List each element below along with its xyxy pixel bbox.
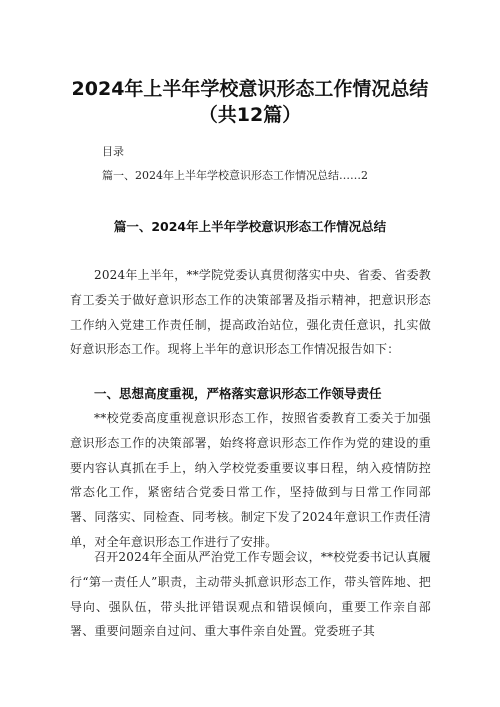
body-paragraph: 召开2024年全面从严治党工作专题会议，**校党委书记认真履行“第一责任人”职责，主动带头抓意识形态工作，带头管阵地、把导向、强队伍，带头批评错误观点和错误倾向，重要工作亲自部署、重要问题亲自过问、重大事件亲自处置。党委班子其	[70, 550, 431, 639]
section-heading: 一、思想高度重视，严格落实意识形态工作领导责任	[94, 386, 382, 401]
document-title-line1: 2024年上半年学校意识形态工作情况总结	[71, 78, 429, 100]
body-paragraph-intro: 2024年上半年，**学院党委认真贯彻落实中央、省委、省委教育工委关于做好意识形态工作的决策部署及指示精神，把意识形态工作纳入党建工作责任制，提高政治站位，强化责任意识，扎实做好意识形态工作。现将上半年的意识形态工作情况报告如下：	[70, 268, 431, 357]
chapter-title: 篇一、2024年上半年学校意识形态工作情况总结	[113, 219, 387, 234]
toc-heading: 目录	[102, 145, 124, 158]
document-title-line2: （共12篇）	[198, 104, 302, 126]
body-paragraph: **校党委高度重视意识形态工作，按照省委教育工委关于加强意识形态工作的决策部署，始终将意识形态工作作为党的建设的重要内容认真抓在手上，纳入学校党委重要议事日程，纳入疫情防控常态化工作，紧密结合党委日常工作，坚持做到与日常工作同部署、同落实、同检查、同考核。制定下发了2024年意识工作责任清单，对全年意识形态工作进行了安排。	[70, 411, 431, 549]
toc-entry[interactable]: 篇一、2024年上半年学校意识形态工作情况总结……2	[102, 169, 368, 182]
